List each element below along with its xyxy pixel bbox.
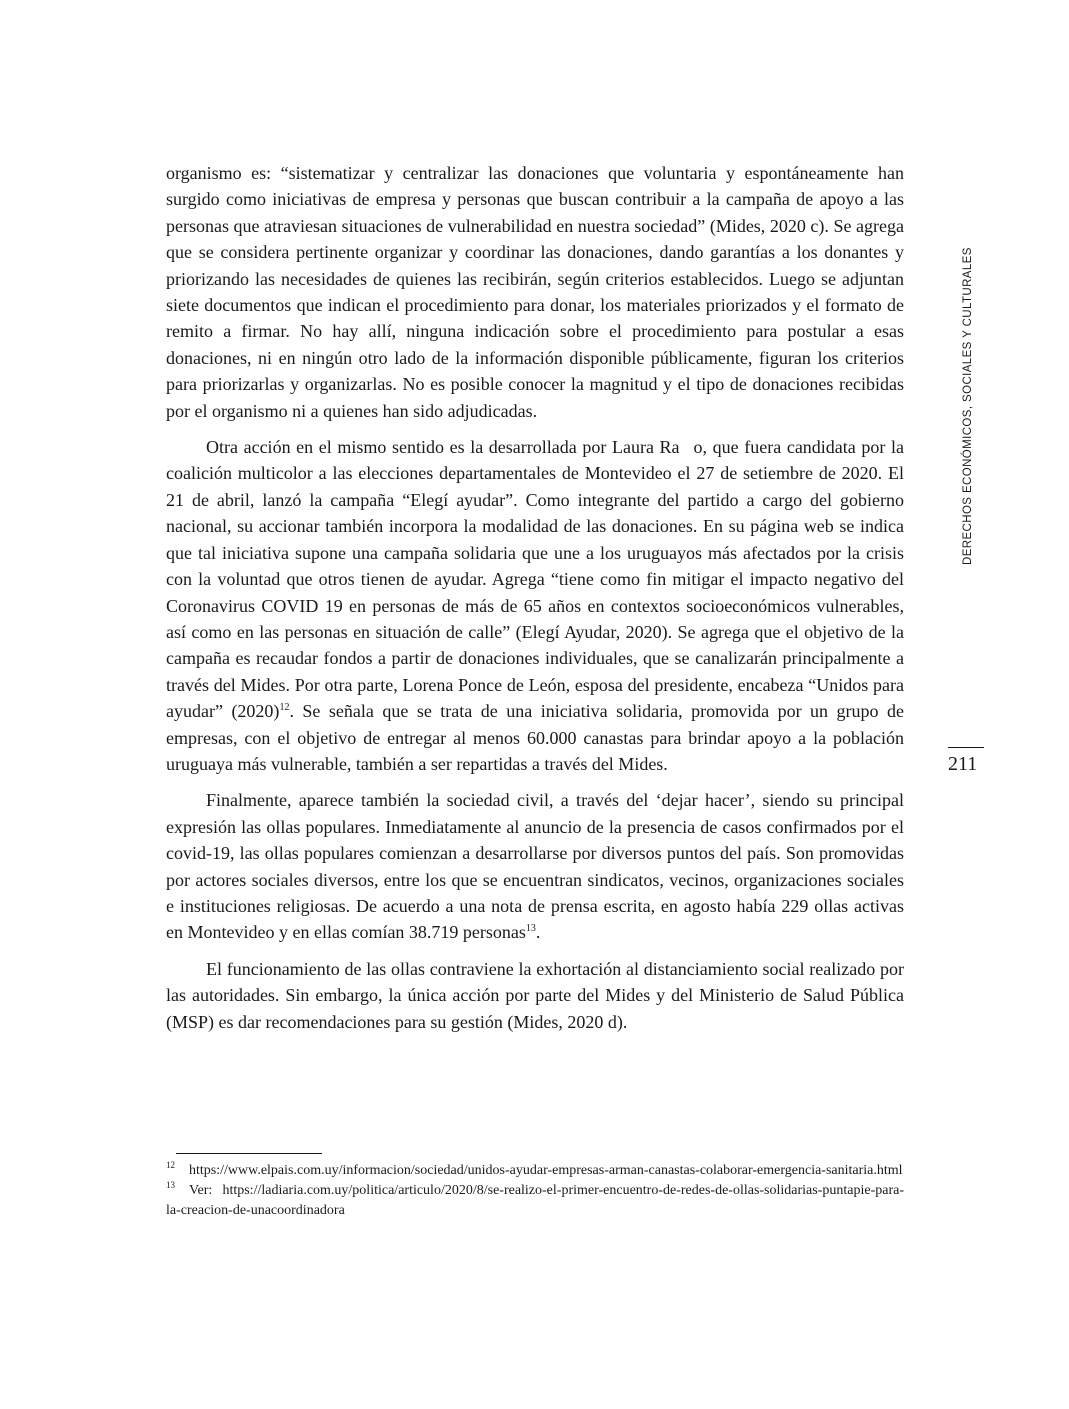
footnote-13: [166, 1181, 904, 1221]
page-number: 211: [948, 753, 978, 775]
footnote-number: 12: [166, 1160, 175, 1171]
paragraph-1: organismo es: “sistematizar y centralizar las donaciones que voluntaria y espontáneamente han surgido como iniciativas de empresa y personas que buscan contribuir a la campaña de apoyo a las personas que atraviesan situaciones de vulnerabilidad en nuestra sociedad” (Mides, 2020 c). Se agrega que se considera pertinente organizar y coordinar las donaciones, dando garantías a los donantes y priorizando las necesidades de quienes las recibirán, según criterios establecidos. Luego se adjuntan siete documentos que indican el procedimiento para donar, los materiales priorizados y el formato de remito a firmar. No hay allí, ninguna indicación sobre el procedimiento para postular a esas donaciones, ni en ningún otro lado de la información disponible públicamente, figuran los criterios para priorizarlas y organizarlas. No es posible conocer la magnitud y el tipo de donaciones recibidas por el organismo ni a quienes han sido adjudicadas.: [166, 163, 904, 421]
main-text: [166, 160, 904, 1045]
footnote-link[interactable]: Ver: https://ladiaria.com.uy/politica/articulo/2020/8/se-realizo-el-primer-encuentro-de-redes-de-ollas-solidarias-puntapie-para-la-creacion-de-unacoordinadora: [166, 1183, 904, 1218]
page-number-rule: [948, 747, 984, 748]
footnote-12: [166, 1161, 904, 1181]
footnote-ref-13[interactable]: 13: [525, 923, 536, 935]
paragraph-3-text: Finalmente, aparece también la sociedad civil, a través del ‘dejar hacer’, siendo su principal expresión las ollas populares. Inmediatamente al anuncio de la presencia de casos confirmados por el covid-19, las ollas populares comienzan a desarrollarse por diversos puntos del país. Son promovidas por actores sociales diversos, entre los que se encuentran sindicatos, vecinos, organizaciones sociales e instituciones religiosas. De acuerdo a una nota de prensa escrita, en agosto había 229 ollas activas en Montevideo y en ellas comían 38.719 personas: [166, 790, 904, 943]
paragraph-4: El funcionamiento de las ollas contraviene la exhortación al distanciamiento social realizado por las autoridades. Sin embargo, la única acción por parte del Mides y del Ministerio de Salud Pública (MSP) es dar recomendaciones para su gestión (Mides, 2020 d).: [166, 958, 904, 1032]
footnote-separator: [176, 1153, 322, 1154]
paragraph-3-text-cont: .: [535, 922, 541, 943]
running-header: DERECHOS ECONÓMICOS, SOCIALES Y CULTURALES: [962, 247, 974, 565]
paragraph-2: [166, 434, 904, 777]
footnote-link[interactable]: https://www.elpais.com.uy/informacion/sociedad/unidos-ayudar-empresas-arman-canastas-colaborar-emergencia-sanitaria.html: [189, 1163, 903, 1178]
paragraph-2-text: Otra acción en el mismo sentido es la desarrollada por Laura Ra o, que fuera candidata por la coalición multicolor a las elecciones departamentales de Montevideo el 27 de setiembre de 2020. El 21 de abril, lanzó la campaña “Elegí ayudar”. Como integrante del partido a cargo del gobierno nacional, su accionar también incorpora la modalidad de las donaciones. En su página web se indica que tal iniciativa supone una campaña solidaria que une a los uruguayos más afectados por la crisis con la voluntad que otros tienen de ayudar. Agrega “tiene como fin mitigar el impacto negativo del Coronavirus COVID 19 en personas de más de 65 años en contextos socioeconómicos vulnerables, así como en las personas en situación de calle” (Elegí Ayudar, 2020). Se agrega que el objetivo de la campaña es recaudar fondos a partir de donaciones individuales, que se canalizarán principalmente a través del Mides. Por otra parte, Lorena Ponce de León, esposa del presidente, encabeza “Unidos para ayudar” (2020): [166, 437, 904, 722]
paragraph-3: [166, 787, 904, 945]
footnote-ref-12[interactable]: 12: [279, 702, 290, 714]
footnote-number: 13: [166, 1180, 175, 1191]
footnotes: [166, 1161, 904, 1221]
paragraph-2-text-cont: . Se señala que se trata de una iniciativa solidaria, promovida por un grupo de empresas, con el objetivo de entregar al menos 60.000 canastas para brindar apoyo a la población uruguaya más vulnerable, también a ser repartidas a través del Mides.: [166, 701, 905, 774]
